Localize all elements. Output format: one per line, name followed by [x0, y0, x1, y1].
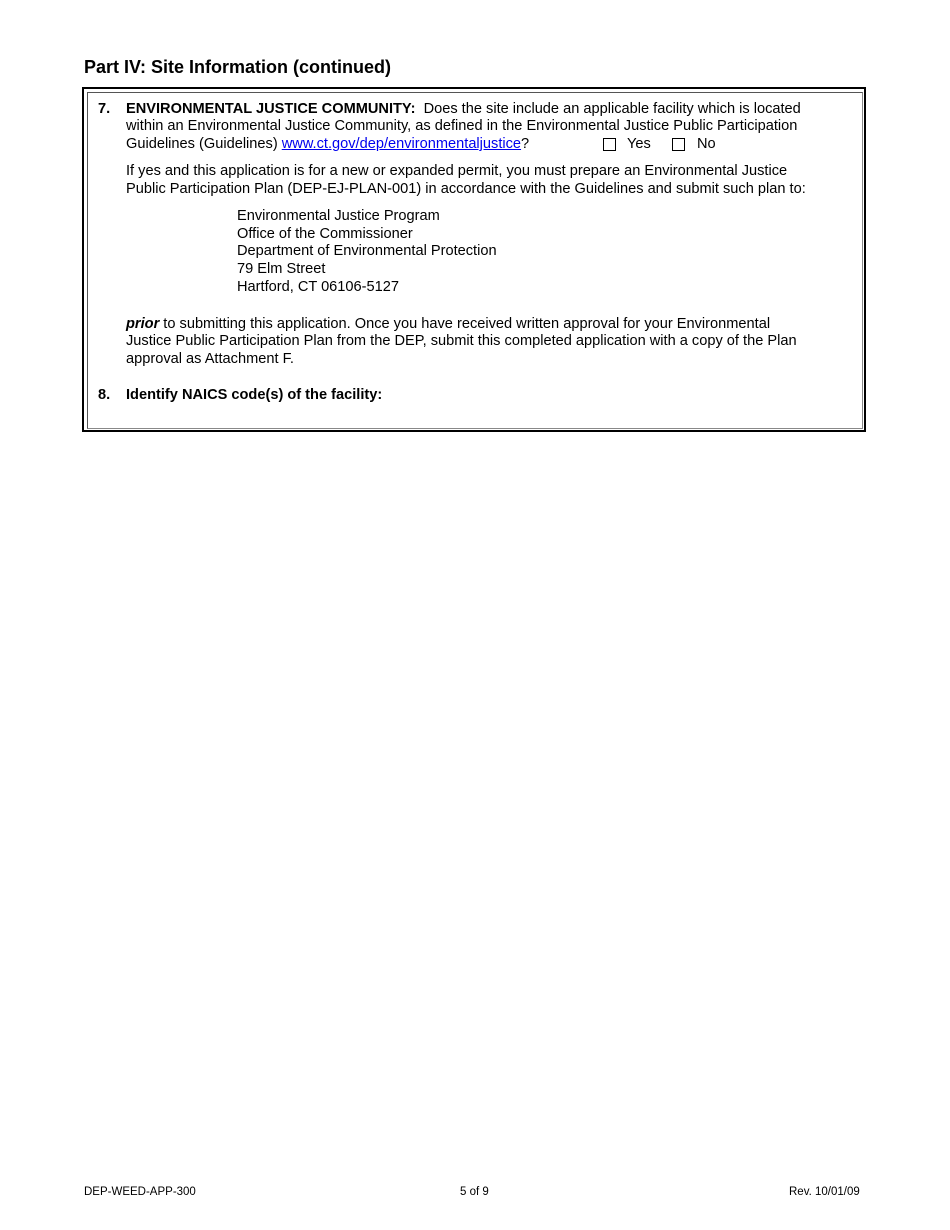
item7-line3: [126, 136, 529, 154]
ej-yes-label: Yes: [627, 136, 651, 152]
ej-guidelines-link[interactable]: www.ct.gov/dep/environmentaljustice: [281, 136, 522, 152]
item7-number: 7.: [98, 101, 111, 117]
item7-para3-line2: Justice Public Participation Plan from the DEP, submit this completed application with a copy of the Plan: [126, 333, 797, 349]
address-line: Department of Environmental Protection: [237, 243, 497, 259]
item7-para3-line1-text: to submitting this application. Once you have received written approval for your Environmental: [159, 316, 771, 332]
ej-no-label: No: [697, 136, 716, 152]
footer-form-id: DEP-WEED-APP-300: [84, 1186, 196, 1198]
address-line: Office of the Commissioner: [237, 226, 413, 242]
prior-emphasis: prior: [126, 316, 160, 332]
naics-code-field[interactable]: [126, 405, 846, 423]
footer-page-number: 5 of 9: [460, 1186, 489, 1198]
item7-para2-line1: If yes and this application is for a new or expanded permit, you must prepare an Environmental Justice: [126, 163, 788, 179]
item7-line1: [126, 101, 801, 119]
ej-no-checkbox[interactable]: [672, 138, 685, 151]
part-title: Part IV: Site Information (continued): [84, 57, 392, 77]
item8-label: Identify NAICS code(s) of the facility:: [126, 387, 383, 403]
item7-line3-suffix: ?: [521, 136, 530, 152]
item7-line1-text: Does the site include an applicable facility which is located: [423, 101, 801, 117]
item7-para3-line1: [126, 316, 770, 334]
address-line: Environmental Justice Program: [237, 208, 440, 224]
item7-para3-line3: approval as Attachment F.: [126, 351, 294, 367]
item7-heading: ENVIRONMENTAL JUSTICE COMMUNITY:: [126, 101, 416, 117]
item8-number: 8.: [98, 387, 111, 403]
item7-line3-prefix: Guidelines (Guidelines): [126, 136, 282, 152]
item7-para2-line2: Public Participation Plan (DEP-EJ-PLAN-001) in accordance with the Guidelines and submit such plan to:: [126, 181, 806, 197]
footer-revision: Rev. 10/01/09: [789, 1186, 860, 1198]
address-line: Hartford, CT 06106-5127: [237, 279, 399, 295]
item7-line2: within an Environmental Justice Community, as defined in the Environmental Justice Public Participation: [126, 118, 798, 134]
ej-yes-checkbox[interactable]: [603, 138, 616, 151]
address-line: 79 Elm Street: [237, 261, 326, 277]
